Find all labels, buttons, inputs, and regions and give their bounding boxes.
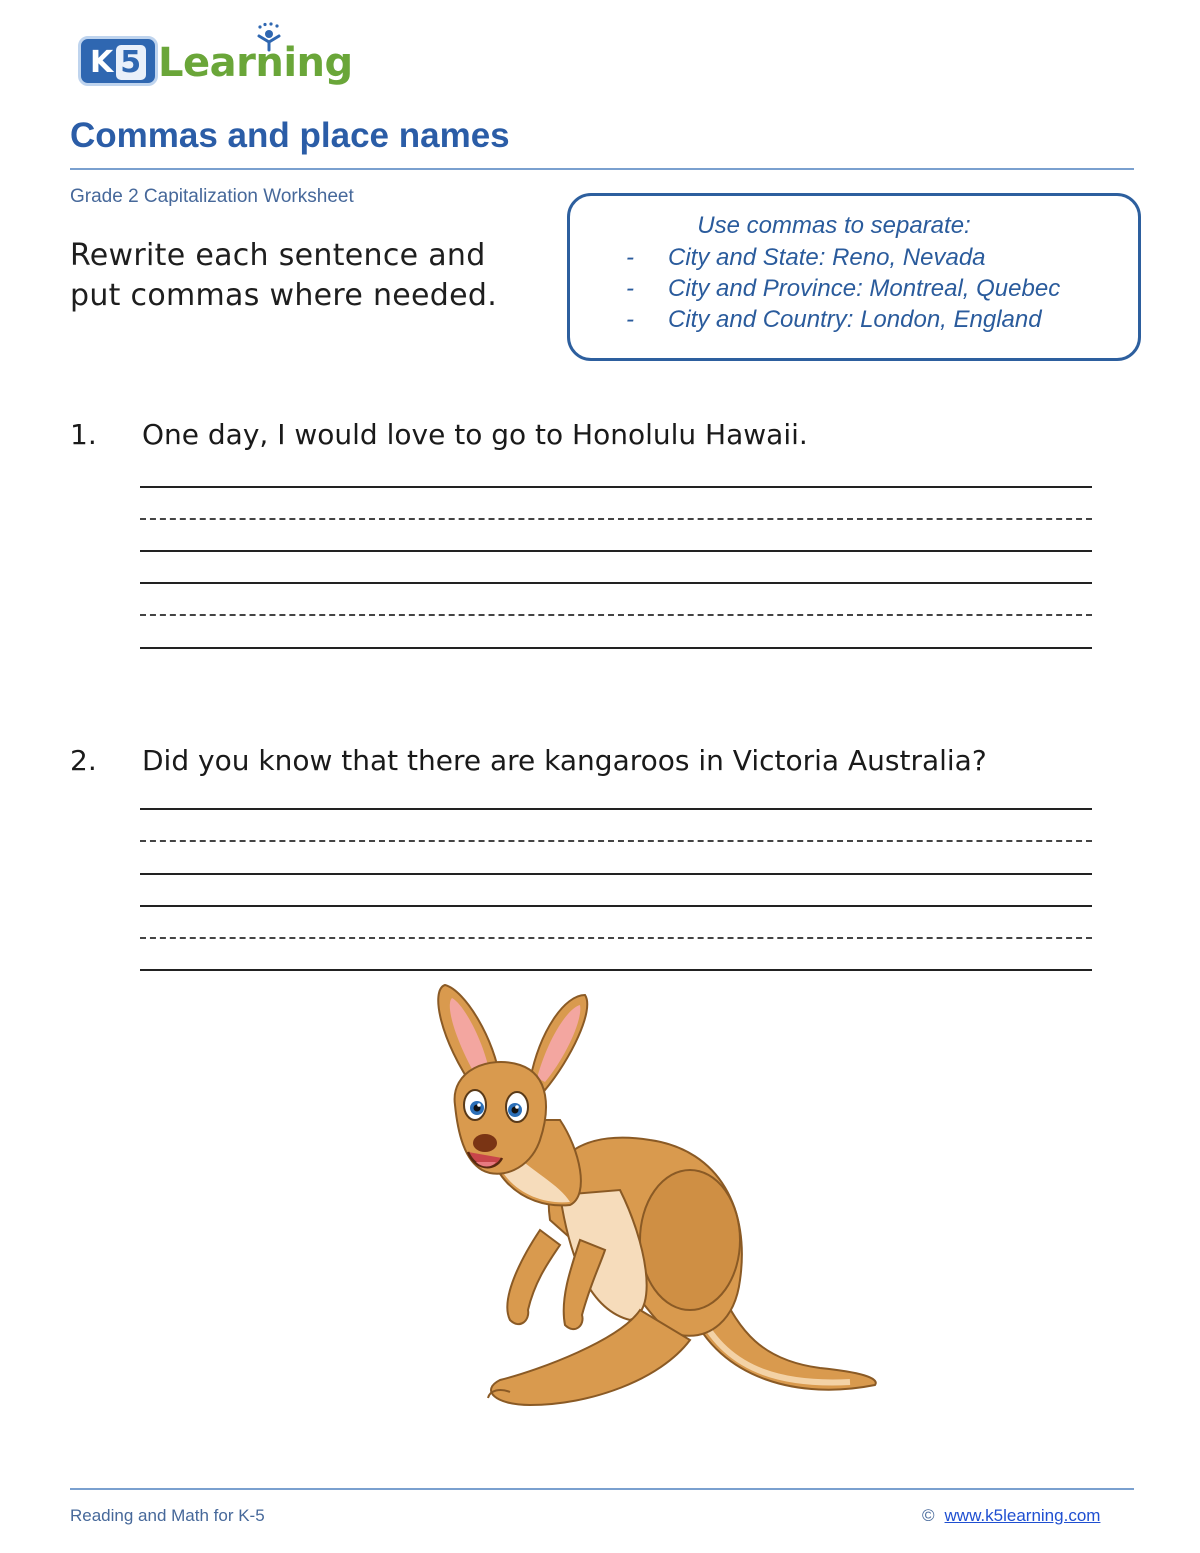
writing-line-solid[interactable]	[140, 808, 1092, 810]
writing-line-dashed	[140, 518, 1092, 520]
rule-box-heading: Use commas to separate:	[697, 212, 971, 239]
logo-badge-k: K	[89, 45, 115, 80]
logo-wordmark: Learning	[158, 40, 353, 86]
question-text: One day, I would love to go to Honolulu Hawaii.	[142, 418, 808, 451]
rule-item: - City and Country: London, England	[626, 306, 1042, 333]
instructions-line: Rewrite each sentence and	[70, 238, 486, 273]
writing-line-dashed	[140, 840, 1092, 842]
kangaroo-icon	[420, 980, 900, 1420]
writing-line-solid[interactable]	[140, 969, 1092, 971]
question-text: Did you know that there are kangaroos in Victoria Australia?	[142, 744, 987, 777]
rule-list	[626, 242, 1060, 335]
website-link[interactable]: www.k5learning.com	[944, 1506, 1101, 1525]
footer-tagline: Reading and Math for K-5	[70, 1506, 265, 1525]
question-number: 1.	[70, 418, 97, 451]
k5-learning-logo	[72, 22, 353, 92]
worksheet-subtitle: Grade 2 Capitalization Worksheet	[70, 186, 354, 207]
writing-line-dashed	[140, 614, 1092, 616]
footer-copyright	[922, 1506, 1100, 1526]
header-divider	[70, 168, 1134, 170]
writing-line-solid[interactable]	[140, 486, 1092, 488]
logo-badge-5: 5	[116, 45, 146, 80]
instructions	[70, 236, 530, 316]
page-title: Commas and place names	[70, 116, 510, 155]
writing-line-solid[interactable]	[140, 582, 1092, 584]
instructions-line: put commas where needed.	[70, 278, 498, 313]
writing-line-dashed	[140, 937, 1092, 939]
comma-rule-box	[567, 193, 1141, 361]
writing-line-solid[interactable]	[140, 550, 1092, 552]
rule-item: - City and State: Reno, Nevada	[626, 244, 986, 271]
logo-badge	[78, 36, 158, 86]
footer-divider	[70, 1488, 1134, 1490]
writing-line-solid[interactable]	[140, 905, 1092, 907]
question-number: 2.	[70, 744, 97, 777]
writing-line-solid[interactable]	[140, 873, 1092, 875]
copyright-symbol: ©	[922, 1506, 935, 1525]
logo-figure-icon	[254, 22, 284, 56]
rule-item: - City and Province: Montreal, Quebec	[626, 275, 1061, 302]
writing-line-solid[interactable]	[140, 647, 1092, 649]
